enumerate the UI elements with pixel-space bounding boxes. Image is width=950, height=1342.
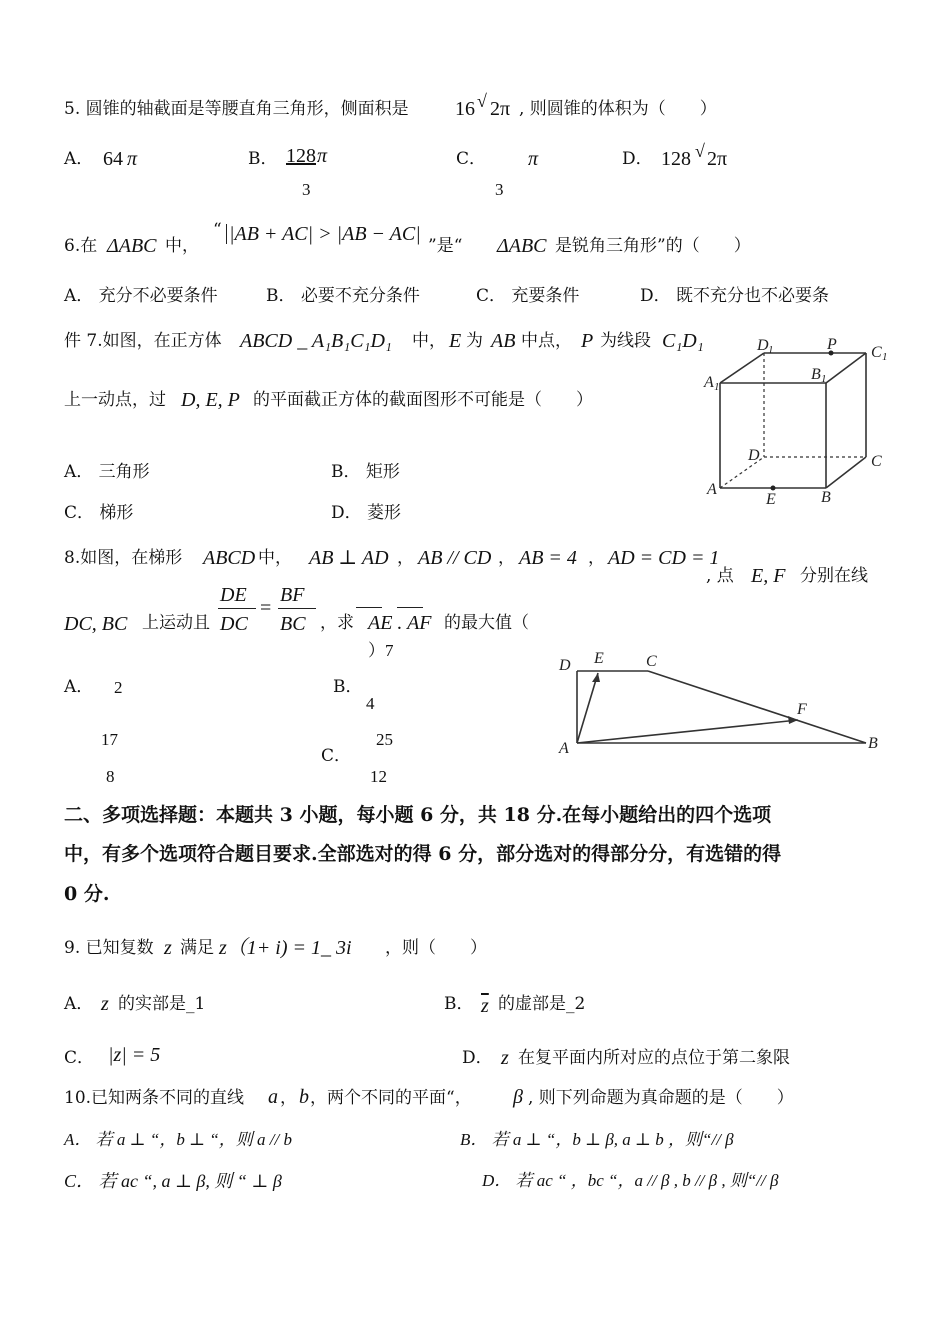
q5-option-b-pi: π — [317, 145, 328, 167]
q7-stem: 件 7.如图，在正方体 — [64, 331, 222, 351]
q6-triangle: ΔABC — [107, 235, 157, 257]
cube-label-d: D — [748, 447, 760, 464]
cube-label-a1: A — [704, 374, 714, 391]
q7-option-a: A． 三角形 — [64, 462, 150, 482]
section-2-heading-line3: 0 分. — [64, 883, 110, 905]
q5-option-c-label: C． — [456, 149, 487, 169]
q9-option-c-value: |z| = 5 — [108, 1044, 161, 1066]
cube-label-b1-sub: 1 — [821, 373, 827, 385]
q7-option-d: D． 菱形 — [331, 503, 402, 523]
q5-option-d-value: 2π — [707, 148, 728, 170]
q6-vector-condition: |AB + AC| > |AB − AC| — [226, 224, 423, 244]
q9-stem-c: ，则（ ） — [385, 938, 487, 958]
q7-option-b: B． 矩形 — [331, 462, 400, 482]
cube-label-d1-sub: 1 — [768, 344, 774, 356]
q7-point-e: E — [449, 330, 462, 352]
q8-option-a-value: 2 — [114, 678, 123, 697]
q7-segment-c1d1: C₁D₁ — [662, 330, 704, 352]
q8-option-c-label: C． — [321, 746, 352, 766]
q9-option-d-text: 在复平面内所对应的点位于第二象限 — [518, 1048, 790, 1068]
q5-area-coef: 16 — [455, 98, 475, 120]
q10-stem: 10.已知两条不同的直线 — [64, 1088, 245, 1108]
q5-option-d-coef: 128 — [661, 148, 691, 170]
q7-cube-name: ABCD _ A₁B₁C₁D₁ — [240, 330, 392, 352]
q8-frac1-bar — [218, 608, 256, 609]
cube-label-c: C — [871, 453, 882, 470]
q5-stem: 5. 圆锥的轴截面是等腰直角三角形，侧面积是 — [64, 99, 409, 119]
q7-stem-e: 为线段 — [600, 331, 651, 351]
q7-points: D, E, P — [181, 389, 240, 411]
q10-option-d: D． 若 ac “ ，bc “，a // β , b // β , 则“// β — [482, 1171, 779, 1190]
q8-option-d-numerator: 25 — [376, 730, 393, 749]
q6-stem: 6.在 — [64, 236, 98, 256]
cube-label-d1: D — [757, 337, 769, 354]
trap-label-a: A — [559, 740, 569, 757]
q8-vec-af-arrow — [397, 607, 423, 608]
q5-option-d-label: D． — [622, 149, 653, 169]
q8-stem-f: ，求 — [320, 613, 354, 633]
q5-radical-sign: √ — [477, 91, 487, 111]
q8-frac2-den: BC — [280, 613, 306, 635]
q10-option-b: B． 若 a ⊥ “，b ⊥ β, a ⊥ b ，则“// β — [460, 1130, 734, 1149]
q6-triangle-2: ΔABC — [497, 235, 547, 257]
q7-stem-b: 中， — [412, 331, 446, 351]
cube-label-a: A — [707, 481, 717, 498]
q5-area-value: 2π — [490, 98, 511, 120]
q9-option-c-label: C． — [64, 1048, 95, 1068]
q7-stem-line2-tail: 的平面截正方体的截面图形不可能是（ ） — [253, 390, 593, 410]
q8-option-b-label: B． — [333, 677, 363, 697]
trap-label-d: D — [559, 657, 571, 674]
q6-stem-tail: 是锐角三角形”的（ ） — [555, 236, 751, 256]
q8-cond-parallel: AB // CD — [418, 547, 492, 569]
q8-stem-c: , 点 — [706, 566, 734, 586]
q9-option-b-text: 的虚部是_2 — [498, 994, 586, 1014]
q10-stem-b: ，两个不同的平面“， — [310, 1088, 472, 1108]
cube-label-a1-sub: 1 — [714, 381, 720, 393]
trap-label-c: C — [646, 653, 657, 670]
trap-label-e: E — [594, 650, 604, 667]
cube-label-c1: C — [871, 344, 882, 361]
q9-option-a-label: A． — [64, 994, 94, 1014]
q9-equation: z（1+ i) = 1_ 3i — [219, 937, 352, 959]
q10-option-a: A． 若 a ⊥ “，b ⊥ “，则 a // b — [64, 1130, 292, 1149]
q5-stem-tail: , 则圆锥的体积为（ ） — [519, 99, 717, 119]
q7-stem-d: 中点， — [521, 331, 572, 351]
q8-option-d-denominator: 12 — [370, 767, 387, 786]
q6-stem-mid: 中， — [165, 236, 199, 256]
q5-option-b-numerator: 128 — [286, 145, 316, 167]
q8-stem-d: 分别在线 — [800, 566, 868, 586]
q8-stem-g: 的最大值（ — [444, 613, 529, 633]
q8-option-c-denominator: 8 — [106, 767, 115, 786]
section-2-heading-line2: 中，有多个选项符合题目要求.全部选对的得 6 分，部分选对的得部分分，有选错的得 — [64, 843, 782, 865]
q8-vectors: AE . AF — [368, 612, 432, 634]
cube-label-b: B — [821, 489, 831, 506]
q10-stem-c: , 则下列命题为真命题的是（ ） — [528, 1088, 794, 1108]
q7-option-c: C． 梯形 — [64, 503, 134, 523]
cube-label-b1: B — [811, 366, 821, 383]
q10-comma: ， — [280, 1088, 297, 1108]
cube-label-e: E — [766, 491, 776, 508]
q8-frac-equals: = — [260, 597, 272, 619]
q9-option-b-z-conjugate: $\overline{z}$ — [481, 995, 489, 1017]
q5-option-b-denominator: 3 — [302, 180, 311, 199]
q8-frac1-num: DE — [220, 584, 247, 606]
q8-option-b-value: 4 — [366, 694, 375, 713]
q8-lines: DC, BC — [64, 613, 128, 635]
q9-stem-b: 满足 — [180, 938, 214, 958]
cube-label-p: P — [827, 336, 837, 353]
q9-variable-z: z — [164, 937, 172, 959]
q8-frac1-den: DC — [220, 613, 248, 635]
q8-stem-b: 中， — [258, 548, 292, 568]
q7-point-p: P — [581, 330, 594, 352]
q5-option-c-denominator: 3 — [495, 180, 504, 199]
q10-option-c: C． 若 ac “, a ⊥ β, 则 “ ⊥ β — [64, 1171, 282, 1191]
q8-sep-2: ， — [498, 548, 515, 568]
q8-frac2-num: BF — [280, 584, 305, 606]
q8-sep-1: ， — [397, 548, 414, 568]
q7-stem-line2: 上一动点，过 — [64, 390, 166, 410]
q8-points-ef: E, F — [751, 565, 786, 587]
q5-option-a-label: A． — [64, 149, 94, 169]
q5-option-a-value: 64 — [103, 148, 123, 170]
q5-option-c-pi: π — [528, 148, 539, 170]
q8-stem-h: ）7 — [368, 641, 394, 660]
q9-option-d-label: D． — [462, 1048, 493, 1068]
q8-trapezoid: ABCD — [203, 547, 256, 569]
trapezoid-figure — [550, 645, 890, 760]
q8-vec-ae-arrow — [356, 607, 382, 608]
q8-cond-ab: AB = 4 — [519, 547, 577, 569]
q8-option-c-numerator: 17 — [101, 730, 118, 749]
q8-frac2-bar — [278, 608, 316, 609]
cube-figure — [700, 336, 900, 511]
q8-stem-e: 上运动且 — [142, 613, 210, 633]
q5-option-b-label: B． — [248, 149, 278, 169]
q7-segment-ab: AB — [491, 330, 516, 352]
q9-option-b-label: B． — [444, 994, 474, 1014]
q8-cond-ad-cd: AD = CD = 1 — [608, 547, 720, 569]
q6-quote-close: ”是“ — [428, 236, 463, 256]
q6-option-c: C． 充要条件 — [476, 286, 580, 306]
q5-option-a-pi: π — [127, 148, 138, 170]
q9-option-d-z: z — [501, 1047, 509, 1069]
trap-label-b: B — [868, 735, 878, 752]
cube-label-c1-sub: 1 — [882, 351, 888, 363]
q10-line-b: b — [299, 1086, 309, 1108]
q6-quote-open: “ — [213, 220, 222, 240]
q6-option-d: D． 既不充分也不必要条 — [640, 286, 830, 306]
q5-option-d-radical-sign: √ — [695, 141, 705, 161]
section-2-heading-line1: 二、多项选择题：本题共 3 小题，每小题 6 分，共 18 分.在每小题给出的四个选项 — [64, 804, 772, 826]
trap-label-f: F — [797, 701, 807, 718]
q9-option-a-z: z — [101, 993, 109, 1015]
q8-cond-perp: AB ⊥ AD — [309, 547, 389, 569]
q8-sep-3: ， — [588, 548, 605, 568]
q10-line-a: a — [268, 1086, 278, 1108]
q9-option-a-text: 的实部是_1 — [118, 994, 206, 1014]
q8-option-a-label: A． — [64, 677, 94, 697]
q6-option-a: A． 充分不必要条件 — [64, 286, 218, 306]
q7-stem-c: 为 — [466, 331, 483, 351]
q9-stem: 9. 已知复数 — [64, 938, 154, 958]
q8-stem: 8.如图，在梯形 — [64, 548, 183, 568]
q6-option-b: B． 必要不充分条件 — [266, 286, 420, 306]
q10-plane-beta: β — [513, 1086, 523, 1108]
